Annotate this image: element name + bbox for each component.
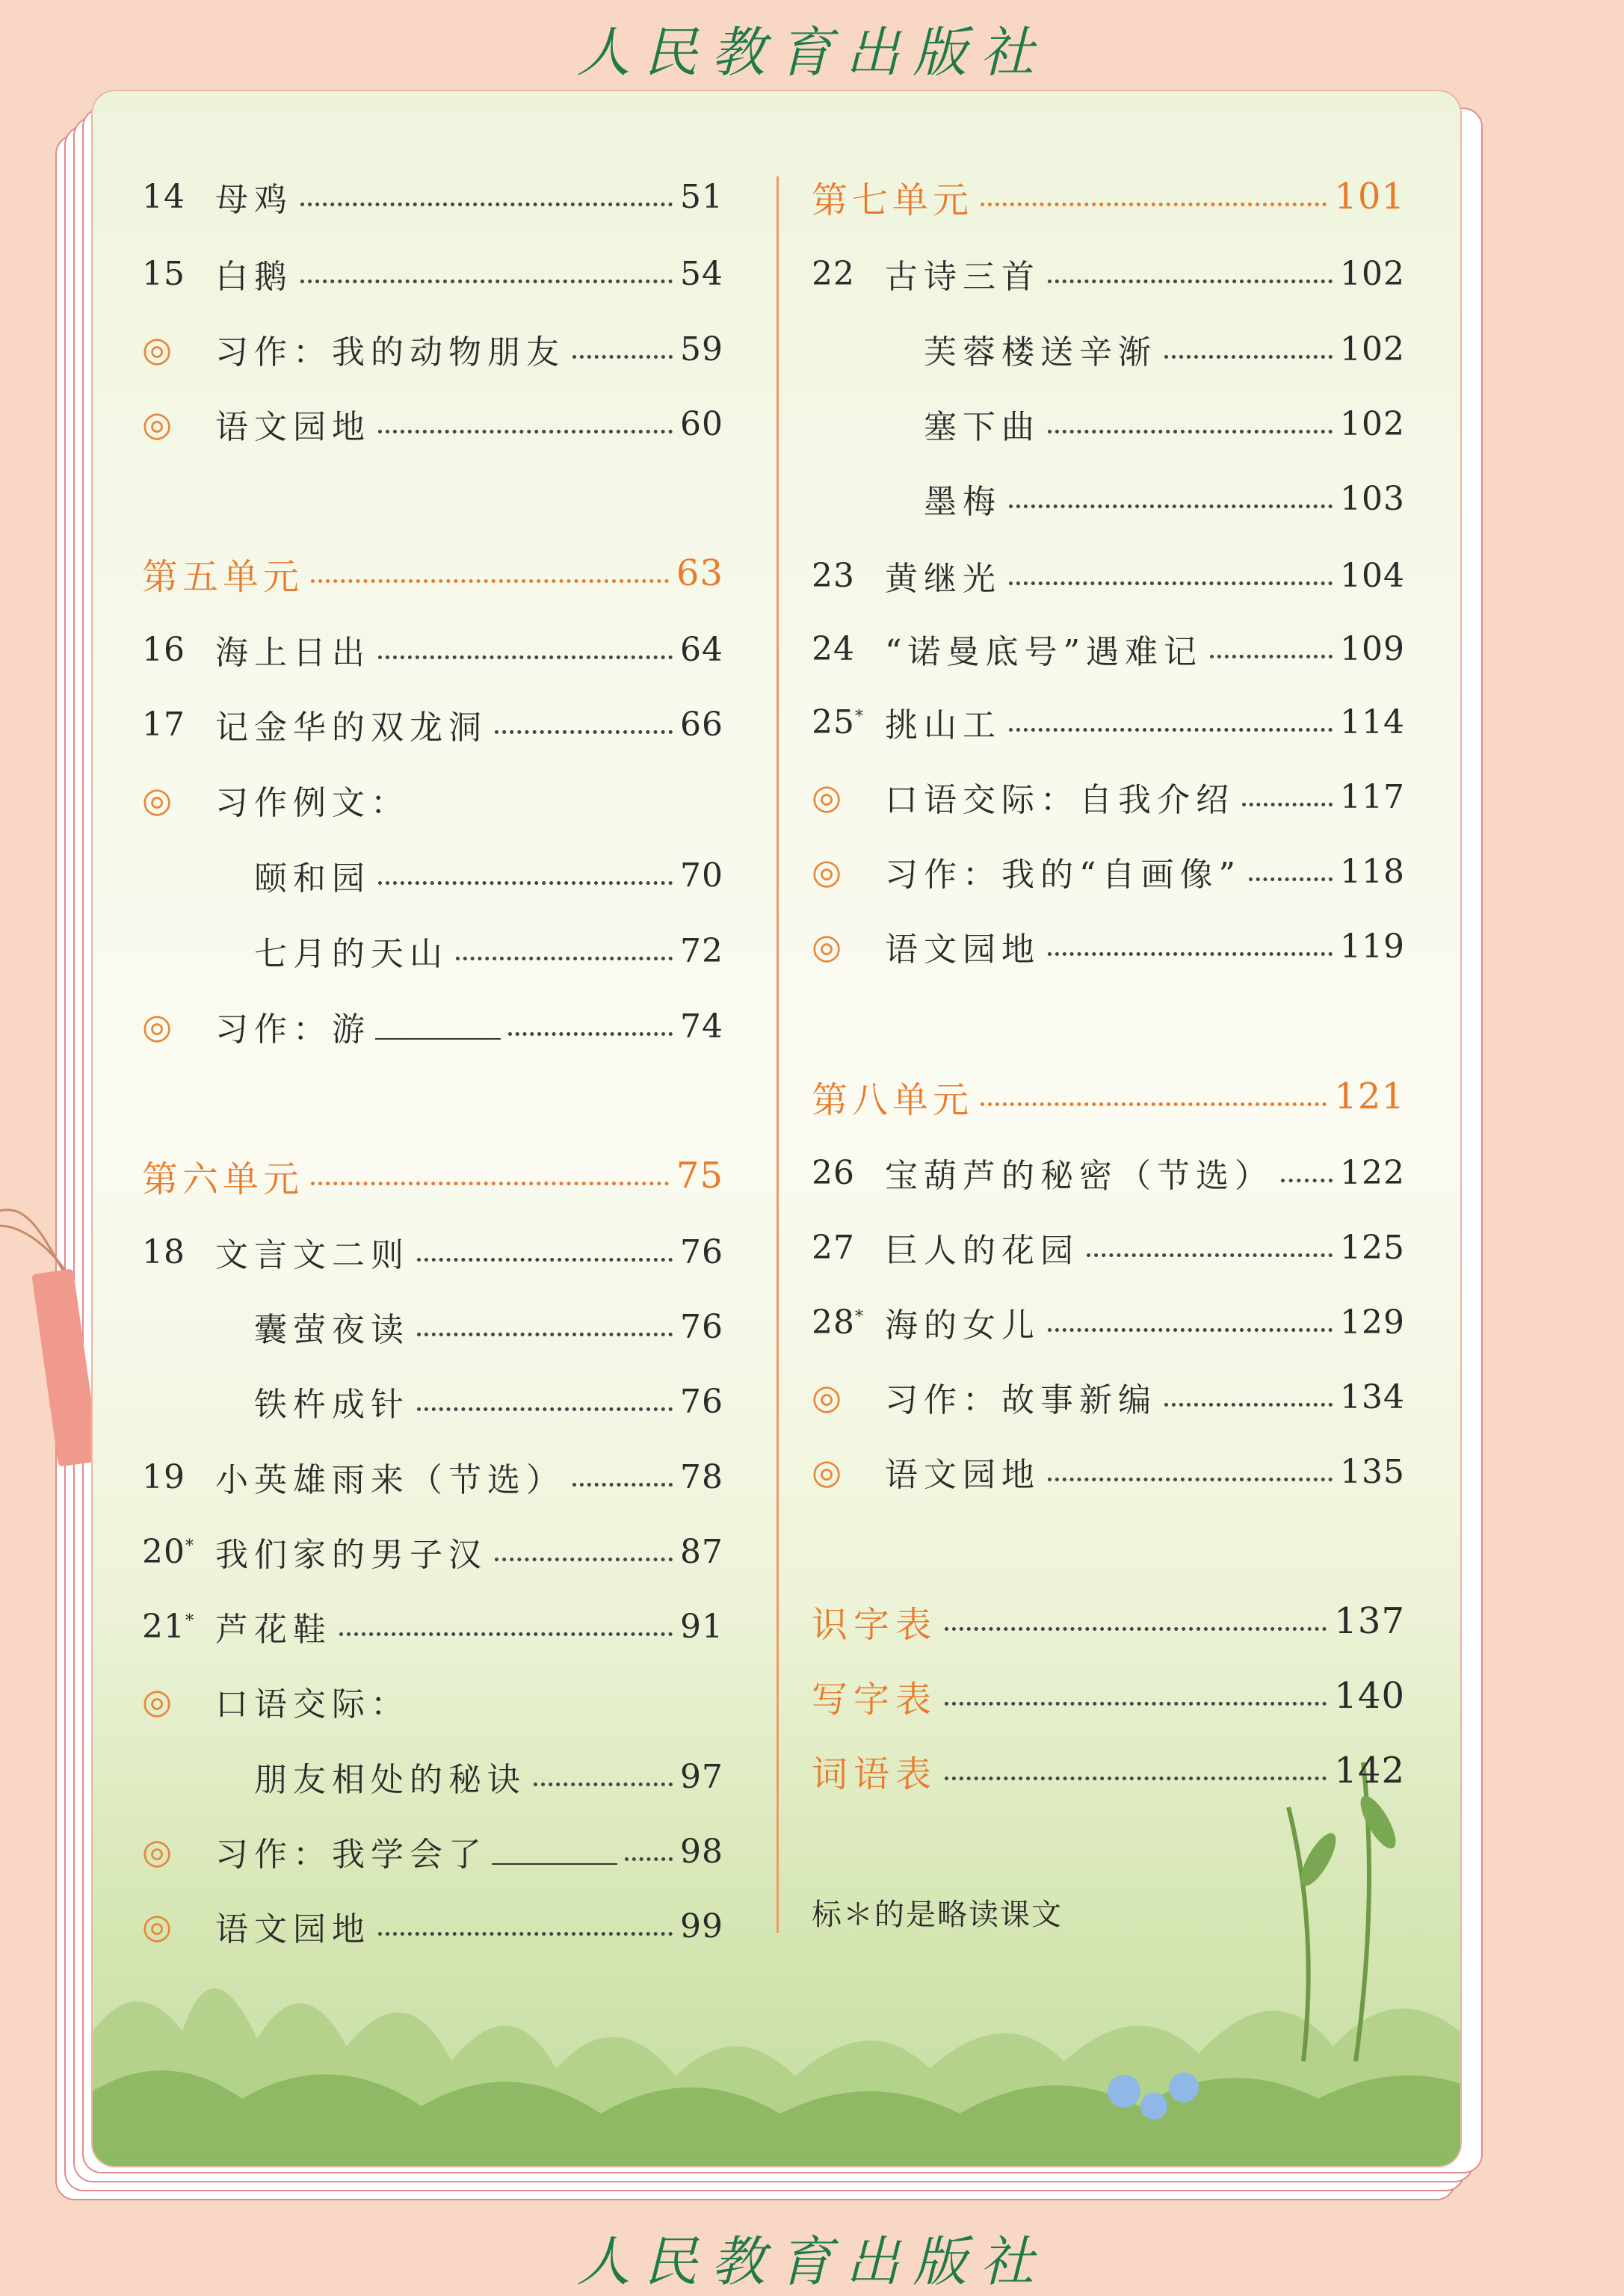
entry-title: 朋友相处的秘诀 (254, 1761, 526, 1799)
publisher-header: 人民教育出版社 (576, 21, 1048, 84)
page-number: 142 (1334, 1750, 1405, 1792)
leader-dots (945, 1702, 1327, 1706)
leader-dots (417, 1333, 673, 1336)
leader-dots (417, 1258, 673, 1262)
leader-dots (1048, 1328, 1333, 1332)
leader-dots (945, 1777, 1327, 1780)
entry-title: 白鹅 (215, 258, 293, 296)
leader-dots (378, 430, 673, 433)
fill-in-blank (492, 1838, 617, 1865)
leader-dots (1009, 504, 1333, 508)
lesson-number: 14 (142, 177, 185, 216)
leader-dots (1009, 581, 1333, 585)
footnote: 标＊的是略读课文 (812, 1898, 1063, 1932)
lesson-number: 16 (142, 630, 185, 669)
lesson-entry[interactable] (142, 698, 723, 750)
entry-title: 黄继光 (885, 560, 1001, 598)
page-number: 63 (676, 552, 723, 594)
entry-title: 第七单元 (812, 179, 974, 221)
fill-in-blank (375, 1013, 501, 1040)
leader-dots (378, 655, 673, 659)
lesson-number: 24 (812, 629, 855, 668)
page-number: 75 (676, 1155, 723, 1197)
leader-dots (625, 1857, 673, 1861)
entry-title: 识字表 (812, 1603, 938, 1646)
page-number: 121 (1334, 1076, 1405, 1117)
entry-title: 第八单元 (812, 1078, 974, 1121)
page-number: 54 (680, 254, 723, 293)
sub-entry[interactable] (254, 925, 723, 977)
page-number: 91 (680, 1607, 723, 1646)
lesson-number: 20* (142, 1532, 194, 1571)
activity-entry[interactable] (142, 1675, 723, 1727)
activity-entry[interactable] (142, 323, 723, 375)
entry-title: 我们家的男子汉 (215, 1536, 487, 1574)
page-number: 102 (1340, 404, 1405, 443)
activity-entry[interactable] (812, 845, 1405, 898)
lesson-number: 17 (142, 705, 185, 744)
lesson-entry[interactable] (142, 170, 723, 223)
activity-entry[interactable] (142, 398, 723, 450)
page-number: 64 (680, 630, 723, 669)
leader-dots (378, 1932, 673, 1936)
activity-entry[interactable] (142, 774, 723, 826)
lesson-number: 15 (142, 254, 185, 293)
page-number: 102 (1340, 330, 1405, 368)
entry-title: 词语表 (812, 1753, 938, 1795)
lesson-number: 18 (142, 1232, 185, 1271)
publisher-footer: 人民教育出版社 (576, 2230, 1048, 2293)
entry-title: 芙蓉楼送辛渐 (924, 333, 1157, 371)
lesson-entry[interactable] (812, 549, 1405, 602)
entry-title: 口语交际：自我介绍 (885, 781, 1235, 819)
double-circle-icon: ◎ (812, 926, 842, 966)
entry-title: “诺曼底号”遇难记 (885, 633, 1202, 671)
double-circle-icon: ◎ (142, 1831, 173, 1871)
leader-dots (1164, 355, 1333, 359)
leader-dots (1249, 877, 1333, 881)
entry-title: 语文园地 (215, 1910, 371, 1948)
entry-title: 语文园地 (215, 408, 371, 446)
page-number: 74 (680, 1007, 723, 1046)
entry-title: 第五单元 (142, 555, 304, 598)
entry-title: 习作：故事新编 (885, 1381, 1157, 1419)
page-number: 78 (680, 1457, 723, 1496)
entry-title: 记金华的双龙洞 (215, 709, 487, 747)
activity-entry[interactable] (142, 1825, 723, 1877)
leader-dots (981, 1102, 1327, 1106)
entry-title: 古诗三首 (885, 258, 1040, 296)
entry-title: 第六单元 (142, 1158, 304, 1200)
unit-heading[interactable] (812, 170, 1405, 223)
leader-dots (456, 957, 673, 960)
page-number: 117 (1340, 777, 1405, 816)
leader-dots (981, 203, 1327, 206)
entry-title: 颐和园 (254, 860, 371, 898)
leader-dots (1087, 1253, 1333, 1257)
entry-title: 语文园地 (885, 1456, 1040, 1494)
entry-title: 挑山工 (885, 706, 1001, 744)
leader-dots (417, 1407, 673, 1411)
page-number: 99 (680, 1907, 723, 1945)
leader-dots (1009, 728, 1333, 732)
appendix-entry[interactable] (812, 1670, 1405, 1722)
leader-dots (300, 203, 673, 206)
entry-title: 囊萤夜读 (254, 1311, 410, 1349)
skim-read-mark: * (185, 1611, 194, 1630)
entry-title: 习作：游 (215, 1010, 371, 1049)
entry-title: 巨人的花园 (885, 1232, 1079, 1270)
lesson-number: 27 (812, 1228, 855, 1267)
leader-dots (1242, 803, 1333, 806)
entry-title: 宝葫芦的秘密（节选） (885, 1157, 1273, 1195)
entry-title: 塞下曲 (924, 408, 1040, 446)
page-number: 122 (1340, 1153, 1405, 1192)
entry-title: 习作：我学会了 (215, 1836, 487, 1874)
leader-dots (945, 1627, 1327, 1631)
leader-dots (534, 1783, 673, 1786)
skim-read-mark: * (855, 706, 864, 726)
page-number: 109 (1340, 629, 1405, 668)
unit-heading[interactable] (142, 1149, 723, 1202)
page-number: 129 (1340, 1303, 1405, 1342)
leader-dots (300, 280, 673, 283)
leader-dots (311, 579, 669, 583)
page-number: 103 (1340, 479, 1405, 518)
leader-dots (378, 881, 673, 885)
skim-read-mark: * (185, 1536, 194, 1555)
leader-dots (1164, 1403, 1333, 1407)
entry-title: 铁杵成针 (254, 1386, 410, 1424)
sub-entry[interactable] (254, 1375, 723, 1428)
page-number: 76 (680, 1232, 723, 1271)
sub-entry[interactable] (254, 1300, 723, 1353)
double-circle-icon: ◎ (142, 780, 173, 820)
page-number: 104 (1340, 556, 1405, 595)
page-number: 60 (680, 404, 723, 443)
lesson-entry[interactable] (812, 1147, 1405, 1199)
page-number: 118 (1340, 852, 1405, 891)
lesson-number: 26 (812, 1153, 855, 1192)
page-number: 119 (1340, 927, 1405, 966)
leader-dots (1048, 952, 1333, 956)
lesson-number: 21* (142, 1607, 194, 1646)
double-circle-icon: ◎ (142, 404, 173, 444)
entry-title: 习作：我的“自画像” (885, 856, 1241, 894)
page-number: 101 (1334, 176, 1405, 217)
page-number: 114 (1340, 703, 1405, 741)
leader-dots (1048, 280, 1333, 283)
entry-title: 海上日出 (215, 634, 371, 672)
leader-dots (508, 1032, 673, 1036)
lesson-entry[interactable] (812, 247, 1405, 300)
leader-dots (1281, 1179, 1333, 1182)
lesson-number: 28* (812, 1303, 864, 1342)
page-number: 125 (1340, 1228, 1405, 1267)
entry-title: 语文园地 (885, 931, 1040, 969)
unit-heading[interactable] (142, 547, 723, 599)
sub-entry[interactable] (924, 323, 1405, 375)
leader-dots (339, 1632, 673, 1636)
leader-dots (572, 355, 673, 359)
page-number: 135 (1340, 1452, 1405, 1491)
leader-dots (495, 1558, 673, 1561)
lesson-entry[interactable] (142, 1226, 723, 1278)
unit-heading[interactable] (812, 1070, 1405, 1123)
lesson-entry[interactable] (142, 623, 723, 676)
entry-title: 习作：我的动物朋友 (215, 333, 565, 371)
leader-dots (311, 1182, 669, 1185)
activity-entry[interactable] (142, 1900, 723, 1952)
double-circle-icon: ◎ (812, 1451, 842, 1492)
page-number: 98 (680, 1832, 723, 1871)
entry-title: 小英雄雨来（节选） (215, 1461, 565, 1499)
double-circle-icon: ◎ (812, 1377, 842, 1417)
lesson-number: 22 (812, 254, 855, 293)
double-circle-icon: ◎ (142, 1681, 173, 1721)
lesson-number: 25* (812, 703, 864, 741)
activity-entry[interactable] (812, 771, 1405, 823)
page-number: 97 (680, 1757, 723, 1796)
sub-entry[interactable] (254, 849, 723, 901)
page-number: 102 (1340, 254, 1405, 293)
double-circle-icon: ◎ (142, 329, 173, 369)
page-number: 70 (680, 856, 723, 895)
appendix-entry[interactable] (812, 1595, 1405, 1647)
page-number: 76 (680, 1382, 723, 1421)
entry-title: 写字表 (812, 1678, 938, 1721)
page-number: 87 (680, 1532, 723, 1571)
skim-read-mark: * (855, 1306, 864, 1326)
lesson-entry[interactable] (142, 1525, 723, 1578)
appendix-entry[interactable] (812, 1744, 1405, 1797)
lesson-number: 23 (812, 556, 855, 595)
lesson-entry[interactable] (142, 1600, 723, 1652)
activity-entry[interactable] (142, 1000, 723, 1052)
lesson-entry[interactable] (812, 1221, 1405, 1274)
page-number: 140 (1334, 1675, 1405, 1717)
leader-dots (1048, 430, 1333, 433)
entry-title: 文言文二则 (215, 1236, 410, 1274)
page-number: 76 (680, 1307, 723, 1346)
entry-title: 芦花鞋 (215, 1611, 332, 1649)
sub-entry[interactable] (924, 472, 1405, 525)
sub-entry[interactable] (254, 1750, 723, 1803)
leader-dots (495, 730, 673, 734)
leader-dots (1210, 655, 1333, 658)
leader-dots (1048, 1478, 1333, 1481)
entry-title: 口语交际： (215, 1685, 410, 1723)
double-circle-icon: ◎ (142, 1906, 173, 1946)
sub-entry[interactable] (924, 398, 1405, 450)
page-number: 137 (1334, 1600, 1405, 1642)
entry-title: 墨梅 (924, 483, 1001, 521)
entry-title: 海的女儿 (885, 1306, 1040, 1345)
lesson-entry[interactable] (812, 696, 1405, 748)
lesson-number: 19 (142, 1457, 185, 1496)
page-number: 59 (680, 330, 723, 368)
lesson-entry[interactable] (812, 623, 1405, 675)
double-circle-icon: ◎ (142, 1006, 173, 1046)
activity-entry[interactable] (812, 1445, 1405, 1498)
lesson-entry[interactable] (812, 1296, 1405, 1348)
double-circle-icon: ◎ (812, 777, 842, 817)
activity-entry[interactable] (812, 1371, 1405, 1423)
lesson-entry[interactable] (142, 247, 723, 300)
entry-title: 习作例文： (215, 784, 410, 822)
page-number: 51 (680, 177, 723, 216)
page-number: 66 (680, 705, 723, 744)
entry-title: 母鸡 (215, 181, 293, 219)
column-divider (777, 176, 779, 1933)
leader-dots (572, 1483, 673, 1487)
lesson-entry[interactable] (142, 1451, 723, 1503)
entry-title: 七月的天山 (254, 935, 448, 973)
activity-entry[interactable] (812, 920, 1405, 972)
double-circle-icon: ◎ (812, 851, 842, 892)
page-number: 134 (1340, 1377, 1405, 1416)
page-number: 72 (680, 931, 723, 970)
